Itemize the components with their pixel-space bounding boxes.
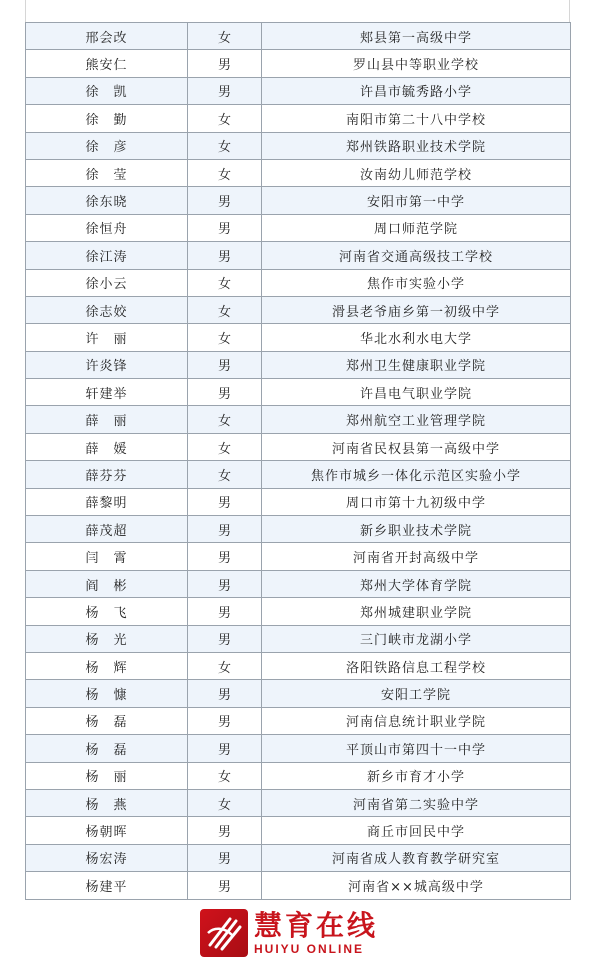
watermark-chinese-text: 慧育在线 (254, 908, 379, 942)
cell-unit: 三门峡市龙湖小学 (262, 625, 571, 652)
cell-gender: 男 (188, 543, 262, 570)
cell-gender: 男 (188, 50, 262, 77)
cell-unit: 郑州铁路职业技术学院 (262, 132, 571, 159)
cell-unit: 安阳工学院 (262, 680, 571, 707)
cell-name: 杨 飞 (26, 598, 188, 625)
table-row (26, 762, 571, 789)
cell-unit: 河南省民权县第一高级中学 (262, 433, 571, 460)
cell-gender: 女 (188, 269, 262, 296)
cell-gender: 女 (188, 652, 262, 679)
cell-name: 许炎锋 (26, 351, 188, 378)
cell-unit: 新乡市育才小学 (262, 762, 571, 789)
table-row (26, 625, 571, 652)
cell-unit: 汝南幼儿师范学校 (262, 159, 571, 186)
cell-gender: 男 (188, 707, 262, 734)
cell-name: 许 丽 (26, 324, 188, 351)
cell-unit: 河南省开封高级中学 (262, 543, 571, 570)
cell-unit: 周口师范学院 (262, 214, 571, 241)
cell-gender: 女 (188, 23, 262, 50)
cell-unit: 河南信息统计职业学院 (262, 707, 571, 734)
cell-name: 徐志姣 (26, 296, 188, 323)
table-row (26, 50, 571, 77)
table-row (26, 817, 571, 844)
cell-gender: 男 (188, 735, 262, 762)
cell-unit: 河南省××城高级中学 (262, 872, 571, 899)
cell-gender: 男 (188, 625, 262, 652)
cell-unit: 滑县老爷庙乡第一初级中学 (262, 296, 571, 323)
cell-gender: 女 (188, 433, 262, 460)
cell-name: 徐 莹 (26, 159, 188, 186)
table-row (26, 324, 571, 351)
cell-name: 徐小云 (26, 269, 188, 296)
cell-name: 杨朝晖 (26, 817, 188, 844)
table-row (26, 351, 571, 378)
cell-name: 徐 彦 (26, 132, 188, 159)
cell-gender: 男 (188, 680, 262, 707)
cell-unit: 郑州大学体育学院 (262, 570, 571, 597)
cell-gender: 男 (188, 817, 262, 844)
cell-gender: 男 (188, 242, 262, 269)
cell-name: 薛芬芬 (26, 461, 188, 488)
cell-gender: 男 (188, 872, 262, 899)
cell-name: 杨 磊 (26, 707, 188, 734)
huiyu-logo-icon (200, 909, 248, 957)
table-row (26, 461, 571, 488)
cell-unit: 郑州城建职业学院 (262, 598, 571, 625)
cell-unit: 周口市第十九初级中学 (262, 488, 571, 515)
cell-gender: 男 (188, 77, 262, 104)
cell-gender: 女 (188, 406, 262, 433)
cell-unit: 河南省成人教育教学研究室 (262, 844, 571, 871)
table-row (26, 406, 571, 433)
cell-unit: 洛阳铁路信息工程学校 (262, 652, 571, 679)
watermark (198, 905, 403, 960)
cell-gender: 男 (188, 187, 262, 214)
table-row (26, 598, 571, 625)
cell-name: 徐恒舟 (26, 214, 188, 241)
cell-gender: 男 (188, 488, 262, 515)
table-row (26, 433, 571, 460)
cell-name: 杨建平 (26, 872, 188, 899)
table-row (26, 516, 571, 543)
cell-name: 轩建举 (26, 379, 188, 406)
table-row (26, 242, 571, 269)
cell-name: 杨 燕 (26, 789, 188, 816)
cell-unit: 安阳市第一中学 (262, 187, 571, 214)
table-row (26, 132, 571, 159)
cell-name: 邢会改 (26, 23, 188, 50)
table-row (26, 187, 571, 214)
cell-gender: 女 (188, 789, 262, 816)
cell-unit: 商丘市回民中学 (262, 817, 571, 844)
cell-name: 薛 丽 (26, 406, 188, 433)
cell-gender: 男 (188, 214, 262, 241)
table-row (26, 735, 571, 762)
table-row (26, 872, 571, 899)
cell-unit: 罗山县中等职业学校 (262, 50, 571, 77)
cell-gender: 女 (188, 324, 262, 351)
cell-gender: 男 (188, 351, 262, 378)
cell-unit: 南阳市第二十八中学校 (262, 105, 571, 132)
cell-unit: 焦作市城乡一体化示范区实验小学 (262, 461, 571, 488)
watermark-english-text: HUIYU ONLINE (254, 941, 365, 956)
roster-table (25, 22, 571, 900)
cell-name: 杨 辉 (26, 652, 188, 679)
table-row (26, 488, 571, 515)
cell-unit: 郑州卫生健康职业学院 (262, 351, 571, 378)
table-row (26, 23, 571, 50)
table-row (26, 789, 571, 816)
cell-name: 薛黎明 (26, 488, 188, 515)
cell-gender: 女 (188, 461, 262, 488)
cell-unit: 郏县第一高级中学 (262, 23, 571, 50)
page-top-edge (25, 0, 570, 22)
cell-gender: 女 (188, 159, 262, 186)
table-row (26, 379, 571, 406)
cell-gender: 女 (188, 105, 262, 132)
cell-name: 徐 凯 (26, 77, 188, 104)
cell-gender: 女 (188, 296, 262, 323)
cell-name: 薛 媛 (26, 433, 188, 460)
cell-unit: 焦作市实验小学 (262, 269, 571, 296)
table-row (26, 296, 571, 323)
table-row (26, 105, 571, 132)
cell-name: 杨 慷 (26, 680, 188, 707)
cell-gender: 男 (188, 379, 262, 406)
cell-name: 杨 丽 (26, 762, 188, 789)
table-row (26, 844, 571, 871)
cell-name: 阎 彬 (26, 570, 188, 597)
cell-unit: 平顶山市第四十一中学 (262, 735, 571, 762)
cell-name: 杨 磊 (26, 735, 188, 762)
cell-gender: 女 (188, 132, 262, 159)
cell-gender: 男 (188, 570, 262, 597)
cell-unit: 许昌市毓秀路小学 (262, 77, 571, 104)
cell-unit: 河南省第二实验中学 (262, 789, 571, 816)
cell-gender: 女 (188, 762, 262, 789)
roster-table-body (26, 23, 571, 900)
cell-name: 徐东晓 (26, 187, 188, 214)
cell-name: 徐江涛 (26, 242, 188, 269)
cell-name: 杨 光 (26, 625, 188, 652)
table-row (26, 570, 571, 597)
cell-gender: 男 (188, 516, 262, 543)
cell-name: 薛茂超 (26, 516, 188, 543)
cell-unit: 许昌电气职业学院 (262, 379, 571, 406)
cell-name: 徐 勤 (26, 105, 188, 132)
table-row (26, 214, 571, 241)
table-row (26, 77, 571, 104)
cell-name: 熊安仁 (26, 50, 188, 77)
cell-unit: 河南省交通高级技工学校 (262, 242, 571, 269)
table-row (26, 652, 571, 679)
cell-name: 杨宏涛 (26, 844, 188, 871)
cell-gender: 男 (188, 598, 262, 625)
cell-gender: 男 (188, 844, 262, 871)
cell-unit: 华北水利水电大学 (262, 324, 571, 351)
table-row (26, 159, 571, 186)
table-row (26, 707, 571, 734)
table-row (26, 543, 571, 570)
cell-unit: 郑州航空工业管理学院 (262, 406, 571, 433)
table-row (26, 680, 571, 707)
cell-name: 闫 霄 (26, 543, 188, 570)
table-row (26, 269, 571, 296)
cell-unit: 新乡职业技术学院 (262, 516, 571, 543)
